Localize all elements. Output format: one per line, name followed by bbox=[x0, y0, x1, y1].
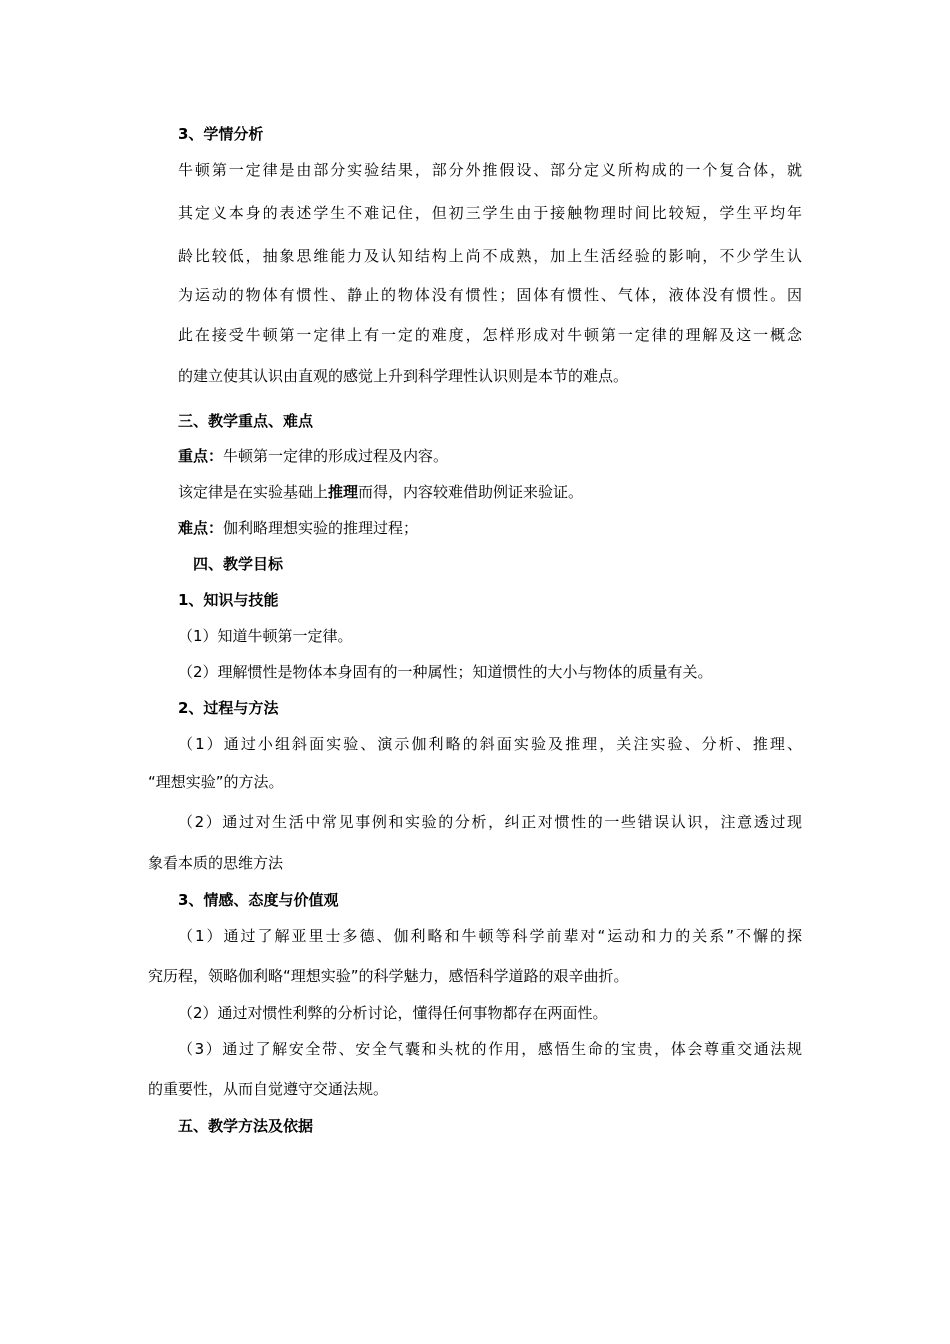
emotion-item-2: （2）通过对惯性利弊的分析讨论，懂得任何事物都存在两面性。 bbox=[178, 1004, 608, 1022]
difficulty-line bbox=[178, 518, 418, 538]
emotion-item-1-line-1: （1）通过了解亚里士多德、伽利略和牛顿等科学前辈对“运动和力的关系”不懈的探 bbox=[178, 927, 802, 945]
emotion-item-1-line-2: 究历程，领略伽利略“理想实验”的科学魅力，感悟科学道路的艰辛曲折。 bbox=[148, 967, 629, 985]
section-heading-learner-analysis: 3、学情分析 bbox=[178, 125, 264, 143]
paragraph-line-5: 此在接受牛顿第一定律上有一定的难度，怎样形成对牛顿第一定律的理解及这一概念 bbox=[178, 326, 802, 344]
emotion-item-3-line-1: （3）通过了解安全带、安全气囊和头枕的作用，感悟生命的宝贵，体会尊重交通法规 bbox=[178, 1040, 802, 1058]
section-heading-key-points: 三、教学重点、难点 bbox=[178, 412, 314, 430]
difficulty-text: 伽利略理想实验的推理过程； bbox=[223, 519, 419, 537]
section-heading-teaching-goals: 四、教学目标 bbox=[193, 555, 284, 573]
focus-note-post: 而得，内容较难借助例证来验证。 bbox=[358, 483, 584, 501]
focus-note-line bbox=[178, 482, 583, 502]
process-item-1-line-1: （1）通过小组斜面实验、演示伽利略的斜面实验及推理，关注实验、分析、推理、 bbox=[178, 735, 802, 753]
focus-note-bold: 推理 bbox=[328, 483, 359, 501]
process-item-2-line-2: 象看本质的思维方法 bbox=[148, 854, 284, 872]
subheading-emotion-values: 3、情感、态度与价值观 bbox=[178, 891, 339, 909]
subheading-knowledge-skills: 1、知识与技能 bbox=[178, 591, 279, 609]
subheading-process-methods: 2、过程与方法 bbox=[178, 699, 279, 717]
paragraph-line-4: 为运动的物体有惯性、静止的物体没有惯性；固体有惯性、气体，液体没有惯性。因 bbox=[178, 286, 802, 304]
knowledge-item-2: （2）理解惯性是物体本身固有的一种属性；知道惯性的大小与物体的质量有关。 bbox=[178, 663, 713, 681]
section-heading-teaching-methods: 五、教学方法及依据 bbox=[178, 1117, 314, 1135]
focus-text: 牛顿第一定律的形成过程及内容。 bbox=[223, 447, 449, 465]
knowledge-item-1: （1）知道牛顿第一定律。 bbox=[178, 627, 353, 645]
focus-line bbox=[178, 446, 448, 466]
difficulty-label: 难点： bbox=[178, 519, 224, 537]
focus-note-pre: 该定律是在实验基础上 bbox=[178, 483, 329, 501]
paragraph-line-3: 龄比较低，抽象思维能力及认知结构上尚不成熟，加上生活经验的影响，不少学生认 bbox=[178, 247, 802, 265]
paragraph-line-1: 牛顿第一定律是由部分实验结果，部分外推假设、部分定义所构成的一个复合体，就 bbox=[178, 161, 802, 179]
paragraph-line-6: 的建立使其认识由直观的感觉上升到科学理性认识则是本节的难点。 bbox=[178, 367, 629, 385]
paragraph-line-2: 其定义本身的表述学生不难记住，但初三学生由于接触物理时间比较短，学生平均年 bbox=[178, 204, 802, 222]
emotion-item-3-line-2: 的重要性，从而自觉遵守交通法规。 bbox=[148, 1080, 389, 1098]
focus-label: 重点： bbox=[178, 447, 224, 465]
process-item-2-line-1: （2）通过对生活中常见事例和实验的分析，纠正对惯性的一些错误认识，注意透过现 bbox=[178, 813, 802, 831]
process-item-1-line-2: “理想实验”的方法。 bbox=[148, 773, 284, 791]
